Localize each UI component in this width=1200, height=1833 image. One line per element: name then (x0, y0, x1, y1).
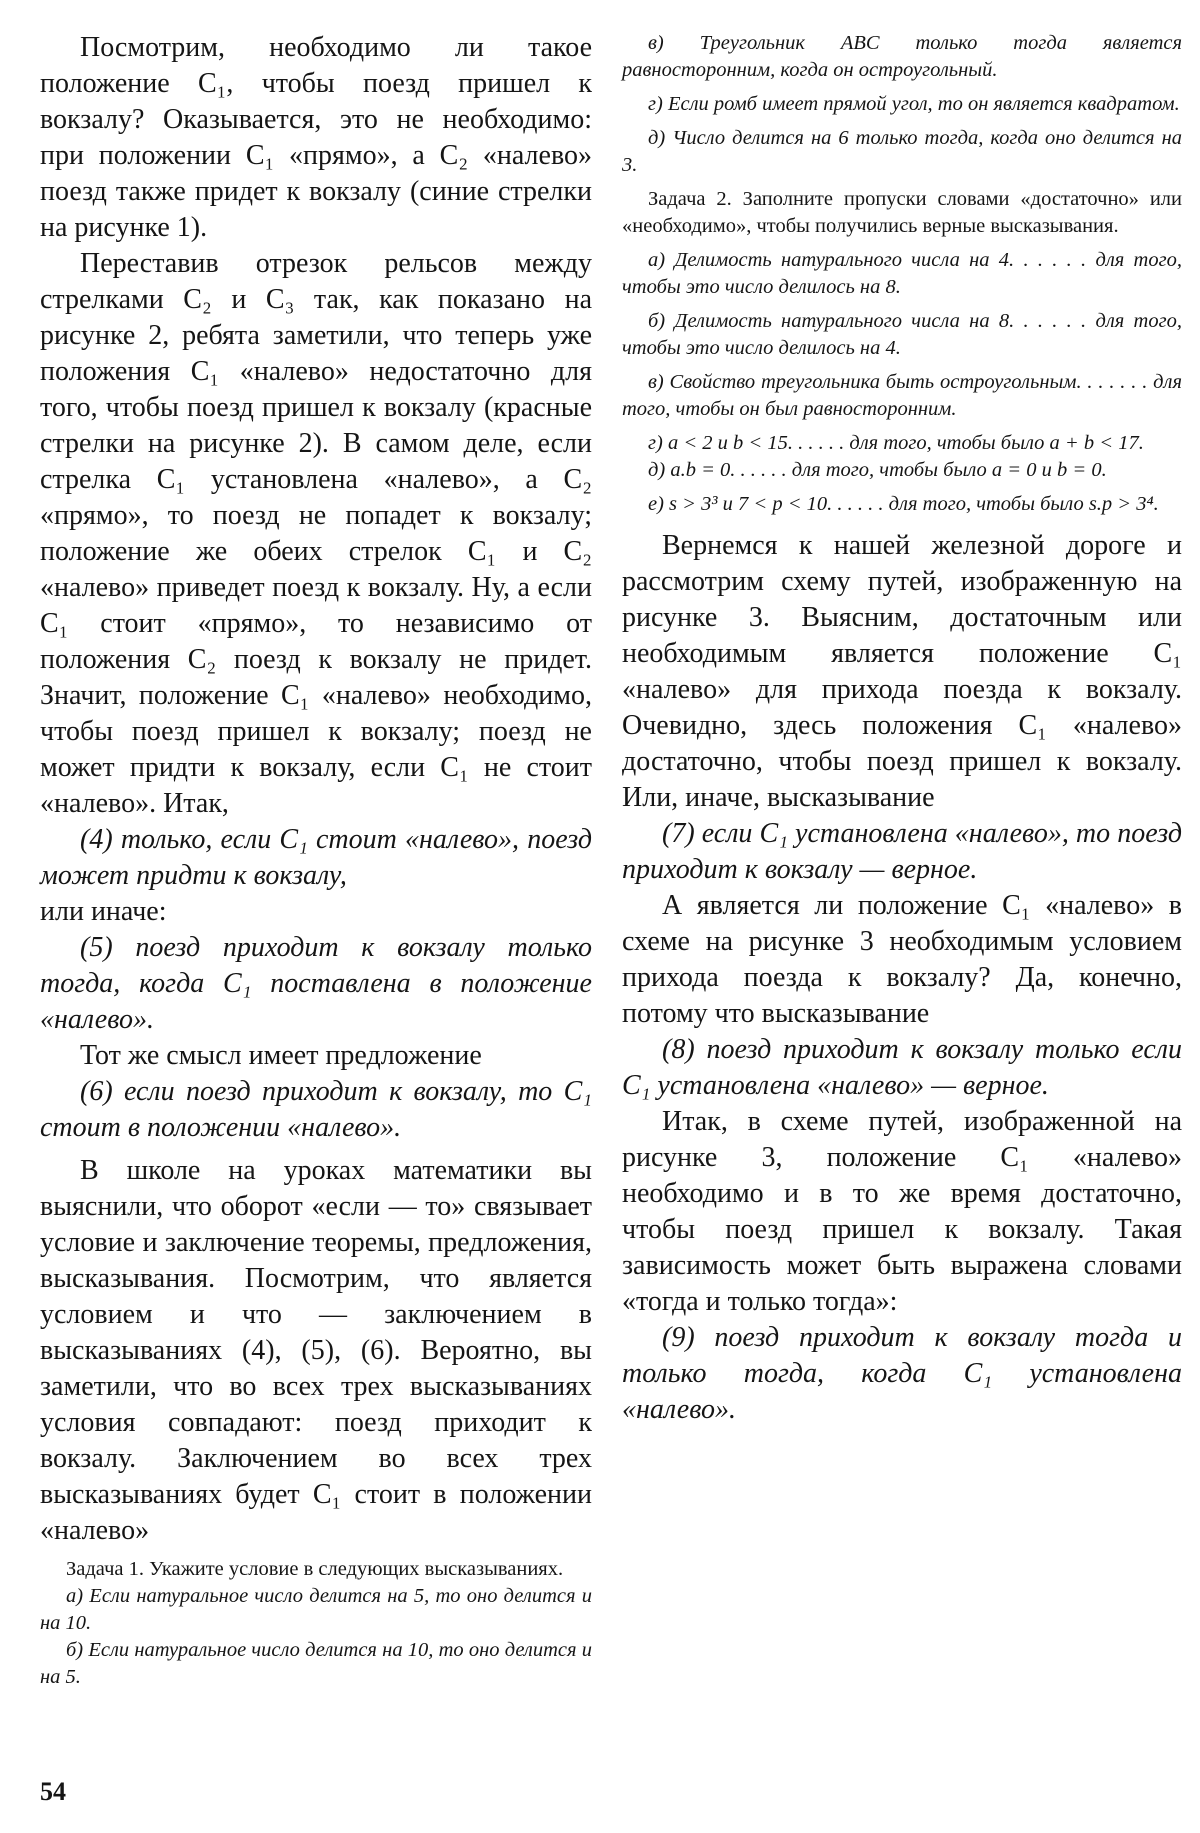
right-column (612, 0, 1200, 1428)
paragraph: В школе на уроках математики вы выяснили, что оборот «если — то» связывает условие и заключение теоремы, предложения, высказывания. Посмотрим, что является условием и что — заключением в высказываниях (4), (5), (6). Вероятно, вы заметили, что во всех трех высказываниях условия совпадают: поезд приходит к вокзалу. Заключением во всех трех высказываниях будет C₁ стоит в положении «налево» (40, 1155, 592, 1546)
task-1-item-v: в) Треугольник ABC только тогда является равносторонним, когда он остроугольный. (622, 32, 1182, 81)
left-column (0, 0, 600, 1691)
paragraph: Вернемся к нашей железной дороге и рассмотрим схему путей, изображенную на рисунке 3. Выясним, достаточным или необходимым является положение C₁ «налево» для прихода поезда к вокзалу. Очевидно, здесь положения C₁ «налево» достаточно, чтобы поезд пришел к вокзалу. Или, иначе, высказывание (622, 530, 1182, 813)
task-2-item-e: е) s > 3³ и 7 < p < 10. . . . . . для того, чтобы было s.p > 3⁴. (648, 493, 1159, 515)
task-1-item-d: д) Число делится на 6 только тогда, когда оно делится на 3. (622, 127, 1182, 176)
task-1-item-g: г) Если ромб имеет прямой угол, то он является квадратом. (648, 93, 1180, 115)
statement-9: (9) поезд приходит к вокзалу тогда и только тогда, когда C₁ установлена «налево». (622, 1322, 1182, 1425)
task-2-item-a: а) Делимость натурального числа на 4. . . . . . для того, чтобы это число делилось на 8. (622, 249, 1182, 298)
task-1-heading: Задача 1. Укажите условие в следующих высказываниях. (66, 1558, 564, 1580)
paragraph: Посмотрим, необходимо ли такое положение C₁, чтобы поезд пришел к вокзалу? Оказывается, это не необходимо: при положении C₁ «прямо», а C₂ «налево» поезд также придет к вокзалу (синие стрелки на рисунке 1). (40, 32, 592, 243)
statement-8: (8) поезд приходит к вокзалу только если C₁ установлена «налево» — верное. (622, 1034, 1182, 1101)
task-2-item-d: д) a.b = 0. . . . . . для того, чтобы было a = 0 и b = 0. (648, 459, 1107, 481)
paragraph: Тот же смысл имеет предложение (80, 1040, 482, 1071)
task-2-item-v: в) Свойство треугольника быть остроугольным. . . . . . . для того, чтобы он был равносторонним. (622, 371, 1182, 420)
task-2-item-g: г) a < 2 и b < 15. . . . . . для того, чтобы было a + b < 17. (648, 432, 1144, 454)
paragraph: Итак, в схеме путей, изображенной на рисунке 3, положение C₁ «налево» необходимо и в то же время достаточно, чтобы поезд пришел к вокзалу. Такая зависимость может быть выражена словами «тогда и только тогда»: (622, 1106, 1182, 1317)
statement-7: (7) если C₁ установлена «налево», то поезд приходит к вокзалу — верное. (622, 818, 1182, 885)
page-number: 54 (40, 1777, 66, 1806)
task-1-item-a: а) Если натуральное число делится на 5, то оно делится и на 10. (40, 1585, 592, 1634)
paragraph: или иначе: (40, 896, 167, 927)
statement-6: (6) если поезд приходит к вокзалу, то C₁ стоит в положении «налево». (40, 1076, 592, 1143)
statement-4: (4) только, если C₁ стоит «налево», поезд может придти к вокзалу, (40, 824, 592, 891)
task-2-item-b: б) Делимость натурального числа на 8. . . . . . для того, чтобы это число делилось на 4. (622, 310, 1182, 359)
paragraph: Переставив отрезок рельсов между стрелками C₂ и C₃ так, как показано на рисунке 2, ребята заметили, что теперь уже положения C₁ «налево» недостаточно для того, чтобы поезд пришел к вокзалу (красные стрелки на рисунке 2). В самом деле, если стрелка C₁ установлена «налево», а C₂ «прямо», то поезд не попадет к вокзалу; положение же обеих стрелок C₁ и C₂ «налево» приведет поезд к вокзалу. Ну, а если C₁ стоит «прямо», то независимо от положения C₂ поезд к вокзалу не придет. Значит, положение C₁ «налево» необходимо, чтобы поезд пришел к вокзалу; поезд не может придти к вокзалу, если C₁ не стоит «налево». Итак, (40, 248, 592, 819)
task-2-heading: Задача 2. Заполните пропуски словами «достаточно» или «необходимо», чтобы получились верные высказывания. (622, 188, 1182, 237)
paragraph: А является ли положение C₁ «налево» в схеме на рисунке 3 необходимым условием прихода поезда к вокзалу? Да, конечно, потому что высказывание (622, 890, 1182, 1029)
statement-5: (5) поезд приходит к вокзалу только тогда, когда C₁ поставлена в положение «налево». (40, 932, 592, 1035)
task-1-item-b: б) Если натуральное число делится на 10, то оно делится и на 5. (40, 1639, 592, 1688)
